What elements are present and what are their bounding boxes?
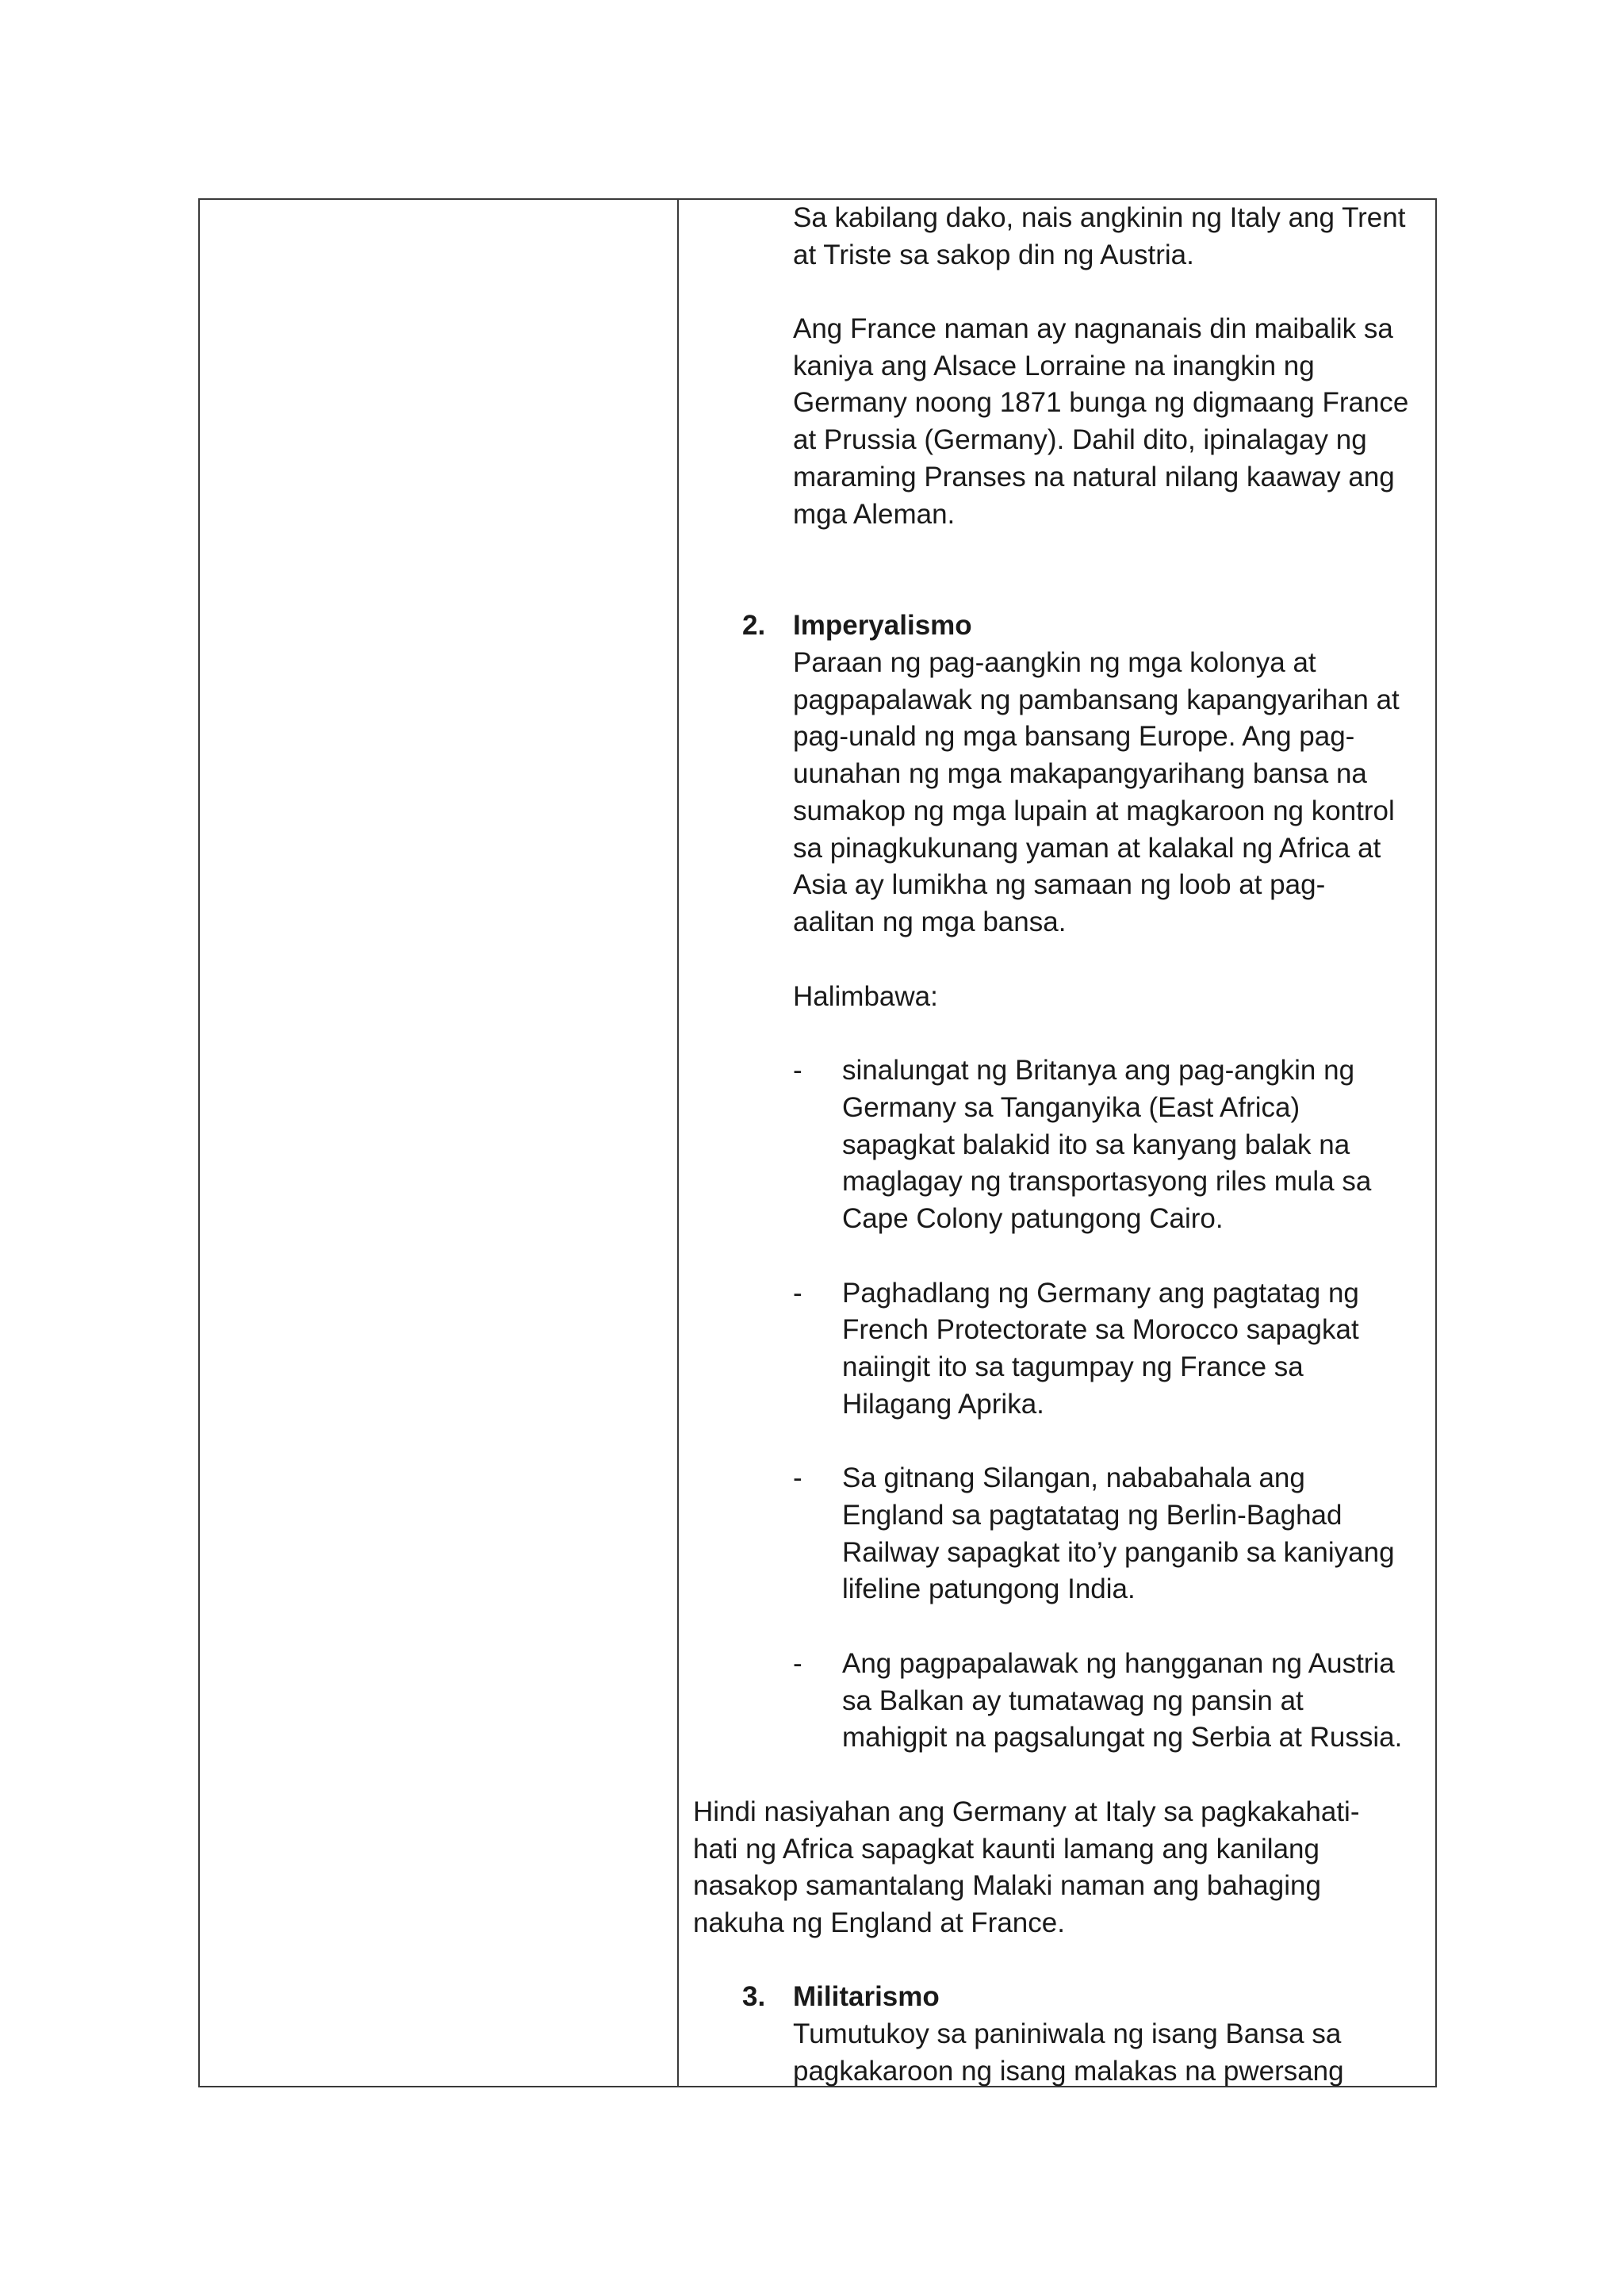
text-line: nasakop samantalang Malaki naman ang bahaging <box>693 1870 1321 1901</box>
text-line: pag-unald ng mga bansang Europe. Ang pag- <box>793 721 1355 752</box>
bullet-text-line: Ang pagpapalawak ng hangganan ng Austria <box>842 1648 1395 1679</box>
text-line: Germany noong 1871 bunga ng digmaang France <box>793 387 1409 418</box>
text-line: Hindi nasiyahan ang Germany at Italy sa pagkakahati- <box>693 1796 1360 1827</box>
bullet-text-line: sapagkat balakid ito sa kanyang balak na <box>842 1129 1350 1160</box>
bullet-dash: - <box>793 1055 802 1086</box>
text-line: at Prussia (Germany). Dahil dito, ipinalagay ng <box>793 424 1367 455</box>
bullet-text-line: French Protectorate sa Morocco sapagkat <box>842 1314 1359 1345</box>
bullet-text-line: England sa pagtatatag ng Berlin-Baghad <box>842 1500 1342 1531</box>
bullet-dash: - <box>793 1278 802 1309</box>
bullet-text-line: mahigpit na pagsalungat ng Serbia at Russia. <box>842 1722 1403 1753</box>
example-label: Halimbawa: <box>793 981 938 1012</box>
bullet-text-line: maglagay ng transportasyong riles mula sa <box>842 1166 1372 1197</box>
left-column-cell <box>200 200 677 2086</box>
bullet-dash: - <box>793 1648 802 1679</box>
right-column-cell <box>679 200 1437 2086</box>
bullet-dash: - <box>793 1462 802 1493</box>
text-line: aalitan ng mga bansa. <box>793 907 1067 937</box>
bullet-text-line: Railway sapagkat ito’y panganib sa kaniyang <box>842 1537 1395 1568</box>
bullet-text-line: sinalungat ng Britanya ang pag-angkin ng <box>842 1055 1355 1086</box>
section-number: 2. <box>742 610 766 641</box>
text-line: sa pinagkukunang yaman at kalakal ng Africa at <box>793 833 1381 864</box>
text-line: mga Aleman. <box>793 499 956 530</box>
bullet-text-line: Germany sa Tanganyika (East Africa) <box>842 1092 1300 1123</box>
content-table <box>198 198 1437 2087</box>
bullet-text-line: sa Balkan ay tumatawag ng pansin at <box>842 1685 1304 1716</box>
bullet-text-line: naiingit ito sa tagumpay ng France sa <box>842 1351 1304 1382</box>
text-line: Sa kabilang dako, nais angkinin ng Italy ang Trent <box>793 202 1406 233</box>
bullet-text-line: Cape Colony patungong Cairo. <box>842 1203 1224 1234</box>
text-line: kaniya ang Alsace Lorraine na inangkin ng <box>793 351 1315 381</box>
text-line: Paraan ng pag-aangkin ng mga kolonya at <box>793 647 1316 678</box>
text-line: sumakop ng mga lupain at magkaroon ng kontrol <box>793 795 1395 826</box>
section-number: 3. <box>742 1981 766 2012</box>
bullet-text-line: lifeline patungong India. <box>842 1573 1136 1604</box>
section-title: Militarismo <box>793 1981 940 2012</box>
text-line: hati ng Africa sapagkat kaunti lamang ang kanilang <box>693 1834 1320 1865</box>
text-line: Ang France naman ay nagnanais din maibalik sa <box>793 313 1393 344</box>
bullet-text-line: Paghadlang ng Germany ang pagtatag ng <box>842 1278 1359 1309</box>
text-line: nakuha ng England at France. <box>693 1907 1065 1938</box>
section-title: Imperyalismo <box>793 610 972 641</box>
text-line: Tumutukoy sa paniniwala ng isang Bansa sa <box>793 2018 1342 2049</box>
text-line: at Triste sa sakop din ng Austria. <box>793 240 1194 270</box>
text-line: maraming Pranses na natural nilang kaaway ang <box>793 462 1395 493</box>
text-line: pagpapalawak ng pambansang kapangyarihan at <box>793 684 1400 715</box>
bullet-text-line: Hilagang Aprika. <box>842 1389 1044 1420</box>
text-line: pagkakaroon ng isang malakas na pwersang <box>793 2056 1344 2087</box>
bullet-text-line: Sa gitnang Silangan, nababahala ang <box>842 1462 1305 1493</box>
text-line: uunahan ng mga makapangyarihang bansa na <box>793 758 1367 789</box>
text-line: Asia ay lumikha ng samaan ng loob at pag- <box>793 869 1326 900</box>
